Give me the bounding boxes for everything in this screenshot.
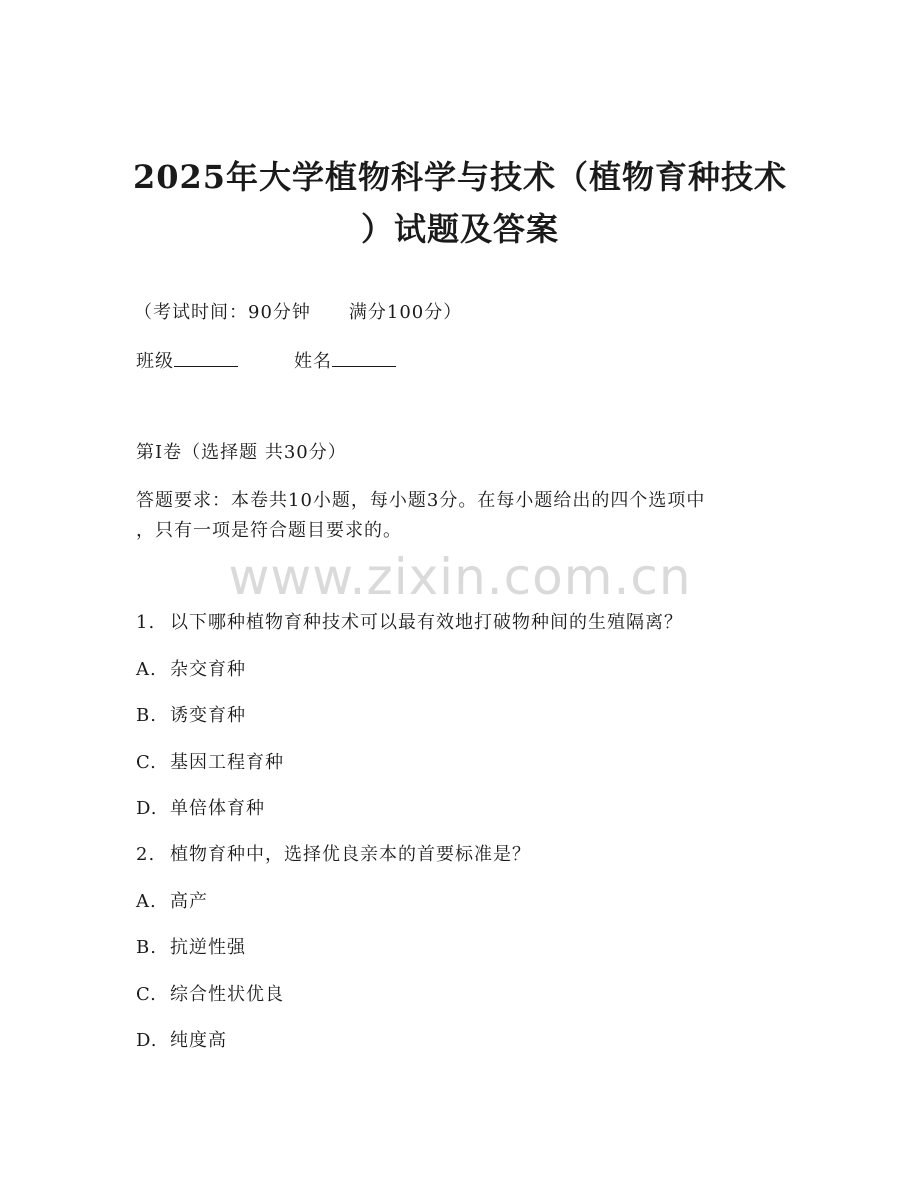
instructions-line-1: 答题要求：本卷共10小题，每小题3分。在每小题给出的四个选项中	[136, 490, 706, 511]
question-2-option-b	[136, 935, 246, 961]
exam-info: （考试时间：90分钟 满分100分）	[134, 302, 463, 323]
question-2-option-d	[136, 1028, 227, 1054]
question-text: 植物育种中，选择优良亲本的首要标准是？	[170, 844, 531, 865]
option-letter: A.	[136, 659, 157, 680]
option-text: 综合性状优良	[170, 984, 284, 1005]
section-heading: 第I卷（选择题 共30分）	[136, 442, 347, 463]
option-letter: B.	[136, 937, 157, 958]
option-text: 纯度高	[170, 1030, 227, 1051]
question-1	[136, 610, 683, 636]
question-number: 2.	[136, 844, 156, 865]
class-blank	[174, 348, 238, 367]
document-title-line-2: ）试题及答案	[360, 210, 559, 248]
option-letter: C.	[136, 984, 157, 1005]
question-number: 1.	[136, 612, 156, 633]
option-text: 杂交育种	[170, 659, 246, 680]
name-label: 姓名	[294, 351, 332, 372]
class-label: 班级	[136, 351, 174, 372]
option-letter: B.	[136, 705, 157, 726]
question-1-option-d	[136, 796, 265, 822]
option-text: 高产	[170, 891, 208, 912]
question-1-option-b	[136, 703, 246, 729]
document-title-line-1: 2025年大学植物科学与技术（植物育种技术	[132, 158, 788, 196]
question-2-option-c	[136, 982, 284, 1008]
instructions-line-2: ，只有一项是符合题目要求的。	[136, 520, 402, 541]
name-field	[294, 348, 396, 375]
question-1-option-a	[136, 657, 246, 683]
class-field	[136, 348, 238, 375]
question-1-option-c	[136, 750, 284, 776]
option-text: 诱变育种	[170, 705, 246, 726]
question-2	[136, 842, 531, 868]
option-text: 抗逆性强	[170, 937, 246, 958]
name-blank	[332, 348, 396, 367]
watermark: www.zixin.com.cn	[228, 548, 692, 606]
question-text: 以下哪种植物育种技术可以最有效地打破物种间的生殖隔离？	[170, 612, 683, 633]
option-letter: C.	[136, 752, 157, 773]
option-letter: D.	[136, 798, 158, 819]
question-2-option-a	[136, 889, 208, 915]
option-text: 基因工程育种	[170, 752, 284, 773]
option-text: 单倍体育种	[170, 798, 265, 819]
option-letter: D.	[136, 1030, 158, 1051]
option-letter: A.	[136, 891, 157, 912]
